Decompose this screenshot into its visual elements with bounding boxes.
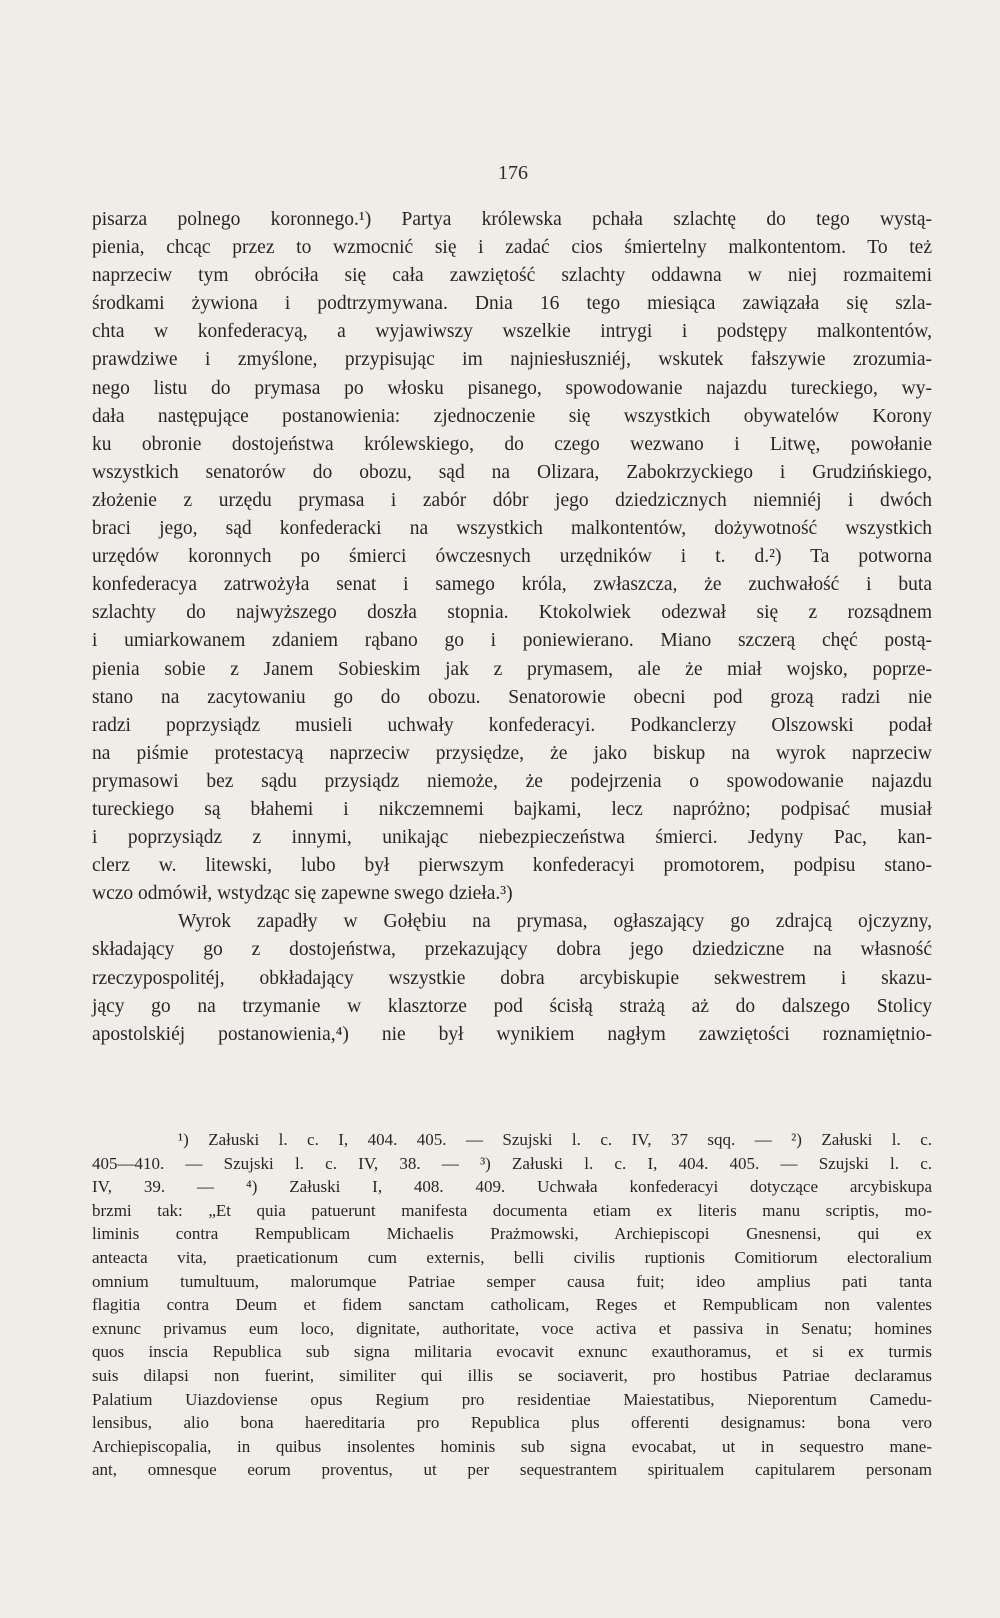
text-line: urzędów koronnych po śmierci ówczesnych urzędników i t. d.²) Ta potworna xyxy=(92,546,932,568)
text-line: clerz w. litewski, lubo był pierwszym konfederacyi promotorem, podpisu stano- xyxy=(92,855,932,877)
text-line: i poprzysiądz z innymi, unikając niebezpieczeństwa śmierci. Jedyny Pac, kan- xyxy=(92,827,932,849)
text-line: tureckiego są błahemi i nikczemnemi bajkami, lecz napróżno; podpisać musiał xyxy=(92,798,932,820)
footnote-line: IV, 39. — ⁴) Załuski I, 408. 409. Uchwała konfederacyi dotyczące arcybiskupa xyxy=(92,1177,932,1197)
text-line: wczo odmówił, wstydząc się zapewne swego dzieła.³) xyxy=(92,883,513,905)
footnote-line: 405—410. — Szujski l. c. IV, 38. — ³) Załuski l. c. I, 404. 405. — Szujski l. c. xyxy=(92,1153,932,1173)
footnote-line: liminis contra Rempublicam Michaelis Prażmowski, Archiepiscopi Gnesnensi, qui ex xyxy=(92,1224,932,1244)
footnote-line: Archiepiscopalia, in quibus insolentes hominis sub signa evocabat, ut in sequestro mane- xyxy=(92,1436,932,1456)
footnotes xyxy=(92,1128,932,1482)
footnote-line: ant, omnesque eorum proventus, ut per sequestrantem spiritualem capitularem personam xyxy=(92,1460,932,1480)
footnote-line: exnunc privamus eum loco, dignitate, authoritate, voce activa et passiva in Senatu; homines xyxy=(92,1318,932,1338)
footnote-line: Palatium Uiazdoviense opus Regium pro residentiae Maiestatibus, Nieporentum Camedu- xyxy=(92,1389,932,1409)
text-line: pienia, chcąc przez to wzmocnić się i zadać cios śmiertelny malkontentom. To też xyxy=(92,237,932,259)
text-line: składający go z dostojeństwa, przekazujący dobra jego dziedziczne na własność xyxy=(92,939,932,961)
page-number: 176 xyxy=(498,162,528,184)
footnote-line: flagitia contra Deum et fidem sanctam catholicam, Reges et Rempublicam non valentes xyxy=(92,1295,932,1315)
footnote-line: brzmi tak: „Et quia patuerunt manifesta documenta etiam ex literis manu scriptis, mo- xyxy=(92,1200,932,1220)
text-line: na piśmie protestacyą naprzeciw przysiędze, że jako biskup na wyrok naprzeciw xyxy=(92,742,932,764)
text-line: szlachty do najwyższego doszła stopnia. Ktokolwiek odezwał się z rozsądnem xyxy=(92,602,932,624)
text-line: konfederacya zatrwożyła senat i samego króla, zwłaszcza, że zuchwałość i buta xyxy=(92,574,932,596)
text-line: dała następujące postanowienia: zjednoczenie się wszystkich obywatelów Korony xyxy=(92,405,932,427)
text-line: prymasowi bez sądu przysiądz niemoże, że podejrzenia o spowodowanie najazdu xyxy=(92,770,932,792)
text-line: pienia sobie z Janem Sobieskim jak z prymasem, ale że miał wojsko, poprze- xyxy=(92,658,932,680)
text-line: nego listu do prymasa po włosku pisanego, spowodowanie najazdu tureckiego, wy- xyxy=(92,377,932,399)
footnote-line: quos inscia Republica sub signa militaria evocavit exnunc exauthoramus, et si ex turmis xyxy=(92,1342,932,1362)
text-line: rzeczypospolitéj, obkładający wszystkie dobra arcybiskupie sekwestrem i skazu- xyxy=(92,967,932,989)
footnote-line: anteacta vita, praeticationum cum externis, belli civilis ruptionis Comitiorum electoralium xyxy=(92,1247,932,1267)
text-line: radzi poprzysiądz musieli uchwały konfederacyi. Podkanclerzy Olszowski podał xyxy=(92,714,932,736)
text-line: stano na zacytowaniu go do obozu. Senatorowie obecni pod grozą radzi nie xyxy=(92,686,932,708)
text-line: braci jego, sąd konfederacki na wszystkich malkontentów, dożywotność wszystkich xyxy=(92,518,932,540)
footnote-line: suis dilapsi non fuerint, similiter qui illis se sociaverit, pro hostibus Patriae declaramus xyxy=(92,1365,932,1385)
text-line: wszystkich senatorów do obozu, sąd na Olizara, Zabokrzyckiego i Grudzińskiego, xyxy=(92,461,932,483)
footnote-line: omnium tumultuum, malorumque Patriae semper causa fuit; ideo amplius pati tanta xyxy=(92,1271,932,1291)
main-text xyxy=(92,206,932,1049)
text-line: apostolskiéj postanowienia,⁴) nie był wynikiem nagłym zawziętości roznamiętnio- xyxy=(92,1023,932,1045)
text-line: prawdziwe i zmyślone, przypisując im najniesłuszniéj, wskutek fałszywie zrozumia- xyxy=(92,349,932,371)
text-line: ku obronie dostojeństwa królewskiego, do czego wezwano i Litwę, powołanie xyxy=(92,433,932,455)
text-line: środkami żywiona i podtrzymywana. Dnia 16 tego miesiąca zawiązała się szla- xyxy=(92,293,932,315)
text-line: naprzeciw tym obróciła się cała zawziętość szlachty oddawna w niej rozmaitemi xyxy=(92,265,932,287)
text-line: chta w konfederacyą, a wyjawiwszy wszelkie intrygi i podstępy malkontentów, xyxy=(92,321,932,343)
footnote-line: lensibus, alio bona haereditaria pro Republica plus offerenti designamus: bona vero xyxy=(92,1413,932,1433)
footnote-line: ¹) Załuski l. c. I, 404. 405. — Szujski l. c. IV, 37 sqq. — ²) Załuski l. c. xyxy=(178,1130,932,1149)
text-line: i umiarkowanem zdaniem rąbano go i poniewierano. Miano szczerą chęć postą- xyxy=(92,630,932,652)
text-line: Wyrok zapadły w Gołębiu na prymasa, ogłaszający go zdrajcą ojczyzny, xyxy=(178,911,932,933)
text-line: pisarza polnego koronnego.¹) Partya królewska pchała szlachtę do tego wystą- xyxy=(92,209,932,230)
text-line: jący go na trzymanie w klasztorze pod ścisłą strażą aż do dalszego Stolicy xyxy=(92,995,932,1017)
text-line: złożenie z urzędu prymasa i zabór dóbr jego dziedzicznych niemniéj i dwóch xyxy=(92,489,932,511)
